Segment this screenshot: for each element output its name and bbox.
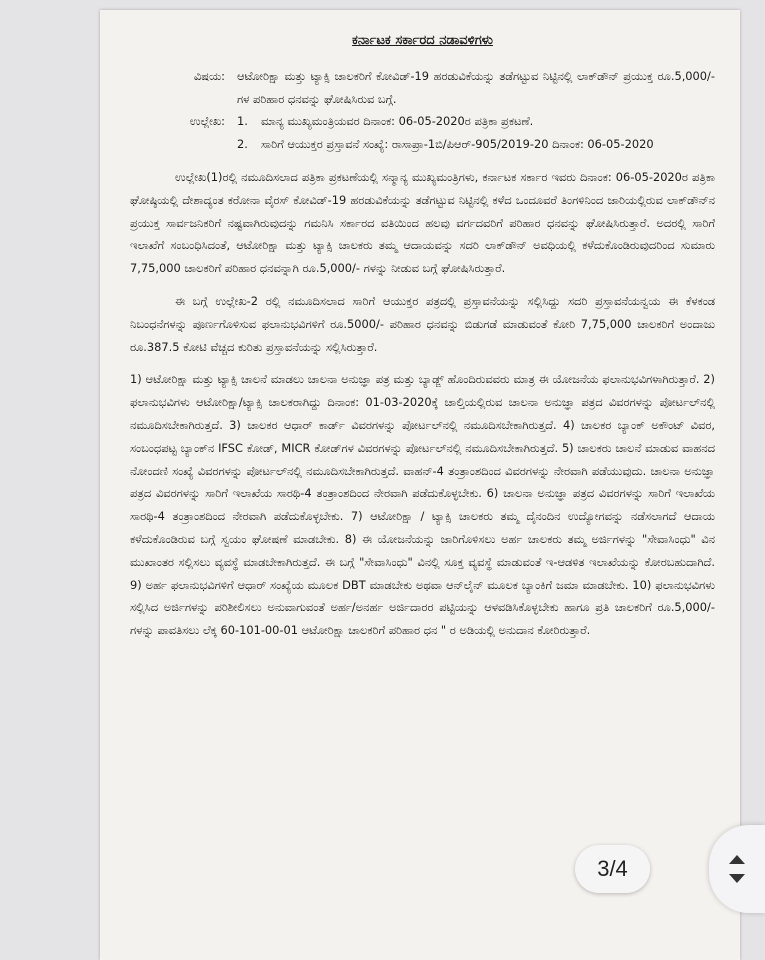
subject-text: ಆಟೋರಿಕ್ಷಾ ಮತ್ತು ಟ್ಯಾಕ್ಸಿ ಚಾಲಕರಿಗೆ ಕೋವಿಡ್-19 ಹರಡುವಿಕೆಯನ್ನು ತಡೆಗಟ್ಟುವ ನಿಟ್ಟಿನಲ್ಲಿ ಲಾಕ್‌ಡೌನ್ ಪ್ರಯುಕ್ತ ರೂ.5,000/-ಗಳ ಪರಿಹಾರ ಧನವನ್ನು ಘೋಷಿಸಿರುವ ಬಗ್ಗೆ.: [237, 68, 715, 106]
reference-number: 2.: [237, 137, 248, 152]
reference-list: [237, 110, 715, 156]
reference-text: ಸಾರಿಗೆ ಆಯುಕ್ತರ ಪ್ರಸ್ತಾವನೆ ಸಂಖ್ಯೆ: ರಾಸಾಪ್ರಾ-1ಬಿ/ಪಿಆರ್-905/2019-20 ದಿನಾಂಕ: 06-05-2020: [261, 137, 654, 152]
subject-row: [130, 65, 715, 111]
document-page[interactable]: [100, 10, 740, 960]
reference-number: 1.: [237, 114, 248, 129]
caret-down-icon: [729, 874, 745, 883]
reference-item: [237, 110, 715, 133]
reference-item: [237, 133, 715, 156]
reference-text: ಮಾನ್ಯ ಮುಖ್ಯಮಂತ್ರಿಯವರ ದಿನಾಂಕ: 06-05-2020ರ ಪತ್ರಿಕಾ ಪ್ರಕಟಣೆ.: [261, 114, 534, 129]
paragraph-conditions: 1) ಆಟೋರಿಕ್ಷಾ ಮತ್ತು ಟ್ಯಾಕ್ಸಿ ಚಾಲನೆ ಮಾಡಲು ಚಾಲನಾ ಅನುಜ್ಞಾ ಪತ್ರ ಮತ್ತು ಬ್ಯಾಡ್ಜ್ ಹೊಂದಿರುವವರು ಮಾತ್ರ ಈ ಯೋಜನೆಯ ಫಲಾನುಭವಿಗಳಾಗಿರುತ್ತಾರೆ. 2) ಫಲಾನುಭವಿಗಳು ಆಟೋರಿಕ್ಷಾ/ಟ್ಯಾಕ್ಸಿ ಚಾಲಕರಾಗಿದ್ದು ದಿನಾಂಕ: 01-03-2020ಕ್ಕೆ ಚಾಲ್ತಿಯಲ್ಲಿರುವ ಚಾಲನಾ ಅನುಜ್ಞಾ ಪತ್ರದ ವಿವರಗಳನ್ನು ಪೋರ್ಟಲ್‌ನಲ್ಲಿ ನಮೂದಿಸಬೇಕಾಗಿರುತ್ತದೆ. 3) ಚಾಲಕರ ಆಧಾರ್ ಕಾರ್ಡ್ ವಿವರಗಳನ್ನು ಪೋರ್ಟಲ್‌ನಲ್ಲಿ ನಮೂದಿಸಬೇಕಾಗಿರುತ್ತದೆ. 4) ಚಾಲಕರ ಬ್ಯಾಂಕ್ ಅಕೌಂಟ್ ವಿವರ, ಸಂಬಂಧಪಟ್ಟ ಬ್ಯಾಂಕ್‌ನ IFSC ಕೋಡ್, MICR ಕೋಡ್‌ಗಳ ವಿವರಗಳನ್ನು ಪೋರ್ಟಲ್‌ನಲ್ಲಿ ನಮೂದಿಸಬೇಕಾಗಿರುತ್ತದೆ. 5) ಚಾಲಕರು ಚಾಲನೆ ಮಾಡುವ ವಾಹನದ ನೋಂದಣಿ ಸಂಖ್ಯೆ ವಿವರಗಳನ್ನು ಪೋರ್ಟಲ್‌ನಲ್ಲಿ ನಮೂದಿಸಬೇಕಾಗಿರುತ್ತದೆ. ವಾಹನ್-4 ತಂತ್ರಾಂಶದಿಂದ ವಿವರಗಳನ್ನು ನೇರವಾಗಿ ಪಡೆಯುವುದು. ಚಾಲನಾ ಅನುಜ್ಞಾ ಪತ್ರದ ವಿವರಗಳನ್ನು ಸಾರಿಗೆ ಇಲಾಖೆಯ ಸಾರಥಿ-4 ತಂತ್ರಾಂಶದಿಂದ ನೇರವಾಗಿ ಪಡೆದುಕೊಳ್ಳಬೇಕು. 6) ಚಾಲನಾ ಅನುಜ್ಞಾ ಪತ್ರದ ವಿವರಗಳನ್ನು ಸಾರಿಗೆ ಇಲಾಖೆಯ ಸಾರಥಿ-4 ತಂತ್ರಾಂಶದಿಂದ ನೇರವಾಗಿ ಪಡೆದುಕೊಳ್ಳಬೇಕು. 7) ಆಟೋರಿಕ್ಷಾ / ಟ್ಯಾಕ್ಸಿ ಚಾಲಕರು ತಮ್ಮ ದೈನಂದಿನ ಉದ್ಯೋಗವನ್ನು ನಡೆಸಲಾಗದೆ ಆದಾಯ ಕಳೆದುಕೊಂಡಿರುವ ಬಗ್ಗೆ ಸ್ವಯಂ ಘೋಷಣೆ ಮಾಡಬೇಕು. 8) ಈ ಯೋಜನೆಯನ್ನು ಜಾರಿಗೊಳಿಸಲು ಅರ್ಹ ಚಾಲಕರು ತಮ್ಮ ಅರ್ಜಿಗಳನ್ನು "ಸೇವಾಸಿಂಧು" ವಿನ ಮುಖಾಂತರ ಸಲ್ಲಿಸಲು ವ್ಯವಸ್ಥೆ ಮಾಡಬೇಕಾಗಿರುತ್ತದೆ. ಈ ಬಗ್ಗೆ "ಸೇವಾಸಿಂಧು" ವಿನಲ್ಲಿ ಸೂಕ್ತ ವ್ಯವಸ್ಥೆ ಮಾಡುವಂತೆ ಇ-ಆಡಳಿತ ಇಲಾಖೆಯನ್ನು ಕೋರಬಹುದಾಗಿದೆ. 9) ಅರ್ಹ ಫಲಾನುಭವಿಗಳಿಗೆ ಆಧಾರ್ ಸಂಖ್ಯೆಯ ಮೂಲಕ DBT ಮಾಡಬೇಕು ಅಥವಾ ಆನ್‌ಲೈನ್ ಮೂಲಕ ಬ್ಯಾಂಕಿಗೆ ಜಮಾ ಮಾಡಬೇಕು. 10) ಫಲಾನುಭವಿಗಳು ಸಲ್ಲಿಸಿದ ಅರ್ಜಿಗಳನ್ನು ಪರಿಶೀಲಿಸಲು ಅನುವಾಗುವಂತೆ ಅರ್ಹ/ಅನರ್ಹ ಅರ್ಜಿದಾರರ ಪಟ್ಟಿಯನ್ನು ಆಳವಡಿಸಿಕೊಳ್ಳಬೇಕು ಹಾಗೂ ಪ್ರತಿ ಚಾಲಕರಿಗೆ ರೂ.5,000/- ಗಳನ್ನು ಪಾವತಿಸಲು ಲೆಕ್ಕ 60-101-00-01 ಆಟೋರಿಕ್ಷಾ ಚಾಲಕರಿಗೆ ಪರಿಹಾರ ಧನ " ರ ಅಡಿಯಲ್ಲಿ ಅನುದಾನ ಕೋರಿರುತ್ತಾರೆ.: [130, 372, 715, 638]
paragraph-1: ಉಲ್ಲೇಖ(1)ರಲ್ಲಿ ನಮೂದಿಸಲಾದ ಪತ್ರಿಕಾ ಪ್ರಕಟಣೆಯಲ್ಲಿ ಸನ್ಮಾನ್ಯ ಮುಖ್ಯಮಂತ್ರಿಗಳು, ಕರ್ನಾಟಕ ಸರ್ಕಾರ ಇವರು ದಿನಾಂಕ: 06-05-2020ರ ಪತ್ರಿಕಾ ಘೋಷ್ಠಿಯಲ್ಲಿ ದೇಶಾದ್ಯಂತ ಕರೋನಾ ವೈರಸ್ ಕೋವಿಡ್-19 ಹರಡುವಿಕೆಯನ್ನು ತಡೆಗಟ್ಟುವ ನಿಟ್ಟಿನಲ್ಲಿ ಕಳೆದ ಒಂದೂವರೆ ತಿಂಗಳಿನಿಂದ ಜಾರಿಯಲ್ಲಿರುವ ಲಾಕ್‌ಡೌನ್‌ನ ಪ್ರಯುಕ್ತ ಸಾರ್ವಜನಿಕರಿಗೆ ನಷ್ಟವಾಗಿರುವುದನ್ನು ಗಮನಿಸಿ ಸರ್ಕಾರದ ವತಿಯಿಂದ ಹಲವು ವರ್ಗದವರಿಗೆ ಪರಿಹಾರ ಧನವನ್ನು ಘೋಷಿಸಿರುತ್ತಾರೆ. ಅದರಲ್ಲಿ ಸಾರಿಗೆ ಇಲಾಖೆಗೆ ಸಂಬಂಧಿಸಿದಂತೆ, ಆಟೋರಿಕ್ಷಾ ಮತ್ತು ಟ್ಯಾಕ್ಸಿ ಚಾಲಕರು ತಮ್ಮ ಆದಾಯವನ್ನು ಸದರಿ ಲಾಕ್‌ಡೌನ್ ಅವಧಿಯಲ್ಲಿ ಕಳೆದುಕೊಂಡಿರುವುದರಿಂದ ಸುಮಾರು 7,75,000 ಚಾಲಕರಿಗೆ ಪರಿಹಾರ ಧನವನ್ನಾಗಿ ರೂ.5,000/- ಗಳನ್ನು ನೀಡುವ ಬಗ್ಗೆ ಘೋಷಿಸಿರುತ್ತಾರೆ.: [130, 169, 715, 276]
reference-row: [130, 110, 715, 156]
page-indicator: 3/4: [575, 845, 650, 893]
reference-label: ಉಲ್ಲೇಖ:: [189, 114, 225, 129]
document-body: [130, 30, 715, 642]
document-title: ಕರ್ನಾಟಕ ಸರ್ಕಾರದ ನಡಾವಳಿಗಳು: [352, 33, 493, 48]
paragraph-2: ಈ ಬಗ್ಗೆ ಉಲ್ಲೇಖ-2 ರಲ್ಲಿ ನಮೂದಿಸಲಾದ ಸಾರಿಗೆ ಆಯುಕ್ತರ ಪತ್ರದಲ್ಲಿ ಪ್ರಸ್ತಾವನೆಯನ್ನು ಸಲ್ಲಿಸಿದ್ದು ಸದರಿ ಪ್ರಸ್ತಾವನೆಯನ್ವಯ ಈ ಕೆಳಕಂಡ ನಿಬಂಧನೆಗಳನ್ನು ಪೂರ್ಣಗೊಳಿಸುವ ಫಲಾನುಭವಿಗಳಿಗೆ ರೂ.5000/- ಪರಿಹಾರ ಧನವನ್ನು ಬಿಡುಗಡೆ ಮಾಡುವಂತೆ ಕೋರಿ 7,75,000 ಚಾಲಕರಿಗೆ ಅಂದಾಜು ರೂ.387.5 ಕೋಟಿ ವೆಚ್ಚದ ಕುರಿತು ಪ್ರಸ್ತಾವನೆಯನ್ನು ಸಲ್ಲಿಸಿರುತ್ತಾರೆ.: [130, 293, 715, 354]
caret-up-icon: [729, 855, 745, 864]
subject-label: ವಿಷಯ:: [193, 68, 225, 83]
